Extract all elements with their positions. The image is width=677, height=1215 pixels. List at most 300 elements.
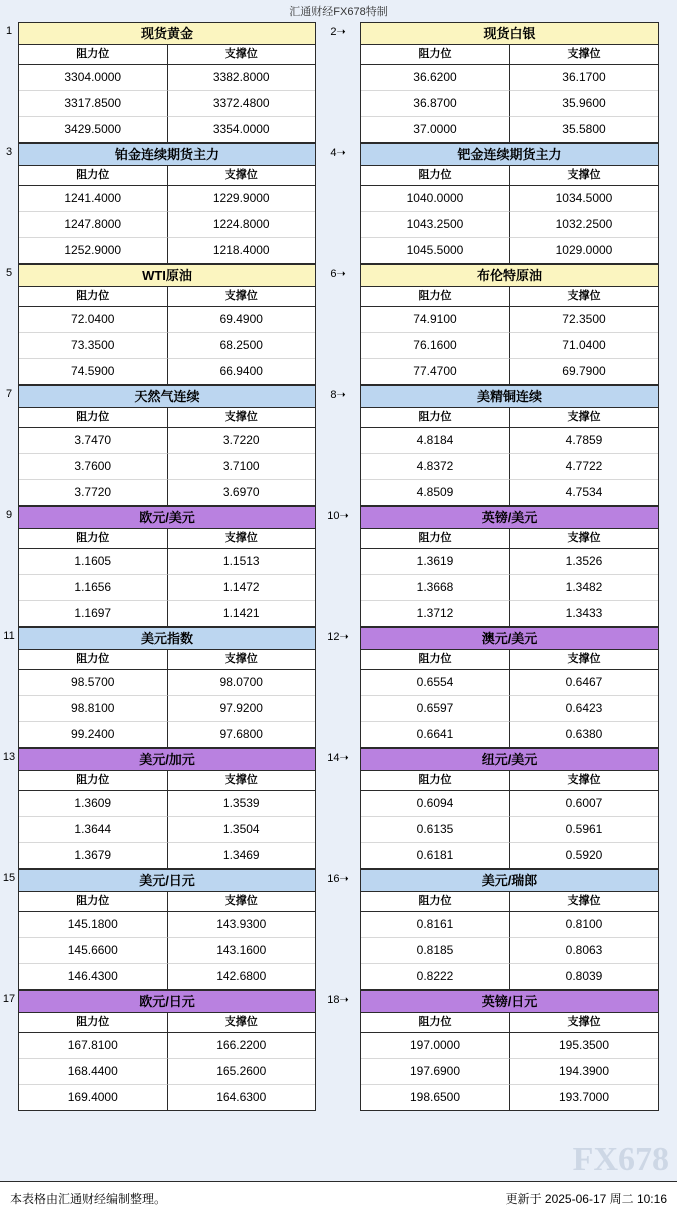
table-row — [361, 307, 658, 333]
table-row — [19, 817, 315, 843]
card-index-left: 1 — [5, 25, 13, 37]
column-headers — [19, 287, 315, 307]
cell-resistance: 1.3644 — [19, 817, 168, 843]
header-support: 支撑位 — [567, 411, 601, 423]
header-support: 支撑位 — [567, 169, 601, 181]
cell-support: 1.3539 — [168, 791, 316, 817]
card-body — [360, 990, 659, 1111]
cell-support: 1.1421 — [168, 601, 316, 626]
instrument-card — [18, 22, 316, 143]
table-row — [361, 186, 658, 212]
cell-support: 0.6467 — [510, 670, 658, 696]
table-row — [19, 549, 315, 575]
header-support: 支撑位 — [224, 532, 258, 544]
card-body — [360, 627, 659, 748]
table-row — [19, 480, 315, 505]
card-body — [360, 143, 659, 264]
header-resistance: 阻力位 — [19, 529, 168, 548]
cell-resistance: 169.4000 — [19, 1085, 168, 1110]
page-footer — [0, 1181, 677, 1215]
cell-support: 143.1600 — [168, 938, 316, 964]
cell-resistance: 3317.8500 — [19, 91, 168, 117]
header-support: 支撑位 — [224, 169, 258, 181]
cell-support: 0.6423 — [510, 696, 658, 722]
header-resistance: 阻力位 — [19, 650, 168, 669]
card-row — [0, 506, 677, 627]
card-body — [18, 748, 316, 869]
card-row — [0, 385, 677, 506]
cell-resistance: 3429.5000 — [19, 117, 168, 142]
table-row — [361, 1085, 658, 1110]
card-title: 钯金连续期货主力 — [361, 144, 658, 166]
card-body — [360, 748, 659, 869]
table-row — [19, 307, 315, 333]
header-support: 支撑位 — [224, 290, 258, 302]
header-resistance: 阻力位 — [19, 166, 168, 185]
cell-support: 36.1700 — [510, 65, 658, 91]
column-headers — [19, 45, 315, 65]
card-body — [18, 22, 316, 143]
cell-support: 68.2500 — [168, 333, 316, 359]
header-support: 支撑位 — [224, 48, 258, 60]
cell-resistance: 0.8161 — [361, 912, 510, 938]
card-title: WTI原油 — [19, 265, 315, 287]
table-row — [361, 601, 658, 626]
header-resistance: 阻力位 — [361, 771, 510, 790]
cell-resistance: 1.3619 — [361, 549, 510, 575]
cell-support: 194.3900 — [510, 1059, 658, 1085]
card-index-left: 7 — [5, 388, 13, 400]
card-title: 纽元/美元 — [361, 749, 658, 771]
cell-support: 1029.0000 — [510, 238, 658, 263]
cell-resistance: 146.4300 — [19, 964, 168, 989]
card-body — [360, 506, 659, 627]
cell-resistance: 37.0000 — [361, 117, 510, 142]
header-support: 支撑位 — [224, 774, 258, 786]
column-headers — [19, 892, 315, 912]
cell-support: 1224.8000 — [168, 212, 316, 238]
table-row — [361, 964, 658, 989]
table-row — [19, 359, 315, 384]
cell-resistance: 74.5900 — [19, 359, 168, 384]
instrument-card — [18, 748, 316, 869]
instrument-card — [18, 385, 316, 506]
cell-resistance: 1.1697 — [19, 601, 168, 626]
cell-support: 69.7900 — [510, 359, 658, 384]
header-support: 支撑位 — [567, 1016, 601, 1028]
cell-support: 193.7000 — [510, 1085, 658, 1110]
header-resistance: 阻力位 — [19, 287, 168, 306]
column-headers — [361, 650, 658, 670]
cell-support: 69.4900 — [168, 307, 316, 333]
cell-resistance: 0.6094 — [361, 791, 510, 817]
table-row — [19, 333, 315, 359]
cell-resistance: 168.4400 — [19, 1059, 168, 1085]
cell-support: 4.7859 — [510, 428, 658, 454]
card-title: 欧元/日元 — [19, 991, 315, 1013]
cell-support: 142.6800 — [168, 964, 316, 989]
cell-support: 1.3482 — [510, 575, 658, 601]
card-row — [0, 143, 677, 264]
cell-support: 3.6970 — [168, 480, 316, 505]
header-support: 支撑位 — [567, 653, 601, 665]
table-row — [361, 575, 658, 601]
table-row — [361, 333, 658, 359]
cell-resistance: 36.6200 — [361, 65, 510, 91]
cell-resistance: 4.8184 — [361, 428, 510, 454]
cell-support: 1032.2500 — [510, 212, 658, 238]
cell-resistance: 197.6900 — [361, 1059, 510, 1085]
table-row — [361, 65, 658, 91]
card-index-right: 16➝ — [327, 873, 349, 885]
table-row — [361, 480, 658, 505]
column-headers — [361, 166, 658, 186]
table-row — [361, 670, 658, 696]
cell-resistance: 1.3712 — [361, 601, 510, 626]
table-row — [361, 791, 658, 817]
cell-resistance: 76.1600 — [361, 333, 510, 359]
card-index-left: 13 — [2, 751, 16, 763]
cell-support: 3354.0000 — [168, 117, 316, 142]
cell-support: 1.3433 — [510, 601, 658, 626]
instrument-card — [360, 143, 659, 264]
cell-resistance: 77.4700 — [361, 359, 510, 384]
card-body — [360, 22, 659, 143]
card-body — [18, 627, 316, 748]
table-row — [19, 601, 315, 626]
header-resistance: 阻力位 — [19, 45, 168, 64]
card-row — [0, 264, 677, 385]
column-headers — [361, 892, 658, 912]
instrument-card — [360, 627, 659, 748]
cell-support: 0.5920 — [510, 843, 658, 868]
table-row — [361, 238, 658, 263]
cell-support: 1.1472 — [168, 575, 316, 601]
cell-resistance: 1045.5000 — [361, 238, 510, 263]
cell-support: 143.9300 — [168, 912, 316, 938]
instrument-card — [18, 869, 316, 990]
cell-resistance: 99.2400 — [19, 722, 168, 747]
cell-support: 71.0400 — [510, 333, 658, 359]
card-title: 澳元/美元 — [361, 628, 658, 650]
table-row — [19, 91, 315, 117]
card-title: 美元指数 — [19, 628, 315, 650]
table-row — [19, 454, 315, 480]
footer-left-note: 本表格由汇通财经编制整理。 — [10, 1192, 167, 1206]
instrument-card — [18, 990, 316, 1111]
column-headers — [19, 650, 315, 670]
card-body — [18, 990, 316, 1111]
table-row — [361, 843, 658, 868]
header-support: 支撑位 — [224, 895, 258, 907]
cell-support: 1034.5000 — [510, 186, 658, 212]
cell-support: 0.5961 — [510, 817, 658, 843]
header-support: 支撑位 — [567, 532, 601, 544]
card-index-right: 2➝ — [330, 26, 346, 38]
card-row — [0, 748, 677, 869]
cell-support: 98.0700 — [168, 670, 316, 696]
header-title: 汇通财经FX678特制 — [289, 6, 388, 18]
column-headers — [19, 166, 315, 186]
cell-resistance: 197.0000 — [361, 1033, 510, 1059]
table-row — [361, 428, 658, 454]
header-support: 支撑位 — [567, 895, 601, 907]
instrument-card — [18, 264, 316, 385]
instrument-card — [360, 385, 659, 506]
header-resistance: 阻力位 — [361, 1013, 510, 1032]
table-row — [19, 1059, 315, 1085]
card-title: 英镑/美元 — [361, 507, 658, 529]
cell-resistance: 1.3668 — [361, 575, 510, 601]
cell-resistance: 145.6600 — [19, 938, 168, 964]
cell-support: 66.9400 — [168, 359, 316, 384]
card-title: 美元/加元 — [19, 749, 315, 771]
table-row — [19, 1033, 315, 1059]
card-body — [360, 869, 659, 990]
footer-update-time: 更新于 2025-06-17 周二 10:16 — [505, 1192, 667, 1206]
instrument-card — [360, 748, 659, 869]
cell-resistance: 0.6135 — [361, 817, 510, 843]
column-headers — [361, 1013, 658, 1033]
cell-resistance: 73.3500 — [19, 333, 168, 359]
card-title: 现货黄金 — [19, 23, 315, 45]
table-row — [19, 938, 315, 964]
card-body — [360, 385, 659, 506]
table-row — [19, 65, 315, 91]
header-support: 支撑位 — [224, 653, 258, 665]
cell-support: 4.7722 — [510, 454, 658, 480]
header-resistance: 阻力位 — [361, 45, 510, 64]
header-support: 支撑位 — [567, 774, 601, 786]
table-row — [19, 1085, 315, 1110]
table-row — [19, 912, 315, 938]
cell-support: 0.8100 — [510, 912, 658, 938]
cell-resistance: 1.3679 — [19, 843, 168, 868]
card-row — [0, 869, 677, 990]
instrument-card — [18, 143, 316, 264]
cell-resistance: 0.6554 — [361, 670, 510, 696]
header-resistance: 阻力位 — [361, 166, 510, 185]
cell-resistance: 4.8372 — [361, 454, 510, 480]
cell-resistance: 145.1800 — [19, 912, 168, 938]
cell-support: 165.2600 — [168, 1059, 316, 1085]
cell-resistance: 74.9100 — [361, 307, 510, 333]
cell-resistance: 198.6500 — [361, 1085, 510, 1110]
table-row — [361, 1059, 658, 1085]
table-row — [19, 791, 315, 817]
table-row — [361, 454, 658, 480]
card-index-left: 9 — [5, 509, 13, 521]
card-index-left: 17 — [2, 993, 16, 1005]
cell-support: 3.7220 — [168, 428, 316, 454]
cell-support: 4.7534 — [510, 480, 658, 505]
cell-support: 97.9200 — [168, 696, 316, 722]
cell-support: 35.5800 — [510, 117, 658, 142]
card-index-right: 4➝ — [330, 147, 346, 159]
card-title: 铂金连续期货主力 — [19, 144, 315, 166]
header-resistance: 阻力位 — [361, 650, 510, 669]
cell-support: 0.6380 — [510, 722, 658, 747]
header-support: 支撑位 — [567, 48, 601, 60]
header-resistance: 阻力位 — [361, 892, 510, 911]
card-title: 英镑/日元 — [361, 991, 658, 1013]
header-support: 支撑位 — [224, 411, 258, 423]
card-title: 布伦特原油 — [361, 265, 658, 287]
card-body — [360, 264, 659, 385]
table-row — [19, 238, 315, 263]
watermark: FX678 — [572, 1141, 669, 1178]
table-row — [361, 938, 658, 964]
cell-support: 3382.8000 — [168, 65, 316, 91]
table-row — [361, 549, 658, 575]
cell-resistance: 1.3609 — [19, 791, 168, 817]
cell-resistance: 0.6597 — [361, 696, 510, 722]
instrument-card — [18, 506, 316, 627]
column-headers — [361, 408, 658, 428]
table-row — [19, 212, 315, 238]
cell-support: 0.8039 — [510, 964, 658, 989]
header-resistance: 阻力位 — [19, 1013, 168, 1032]
cell-resistance: 98.5700 — [19, 670, 168, 696]
cell-support: 1218.4000 — [168, 238, 316, 263]
cell-resistance: 1252.9000 — [19, 238, 168, 263]
table-row — [361, 696, 658, 722]
card-row — [0, 627, 677, 748]
table-row — [19, 186, 315, 212]
card-title: 欧元/美元 — [19, 507, 315, 529]
card-title: 天然气连续 — [19, 386, 315, 408]
card-index-right: 12➝ — [327, 631, 349, 643]
instrument-card — [360, 869, 659, 990]
header-resistance: 阻力位 — [361, 529, 510, 548]
cell-support: 72.3500 — [510, 307, 658, 333]
cell-resistance: 3304.0000 — [19, 65, 168, 91]
cell-support: 1229.9000 — [168, 186, 316, 212]
cell-support: 3372.4800 — [168, 91, 316, 117]
card-row — [0, 22, 677, 143]
instrument-card — [360, 264, 659, 385]
column-headers — [361, 287, 658, 307]
header-resistance: 阻力位 — [361, 408, 510, 427]
cell-resistance: 4.8509 — [361, 480, 510, 505]
table-row — [361, 722, 658, 747]
table-row — [19, 722, 315, 747]
card-index-left: 15 — [2, 872, 16, 884]
table-row — [19, 428, 315, 454]
card-title: 美元/日元 — [19, 870, 315, 892]
instrument-card — [360, 22, 659, 143]
instrument-card — [360, 990, 659, 1111]
table-row — [19, 843, 315, 868]
header-resistance: 阻力位 — [19, 892, 168, 911]
card-body — [18, 385, 316, 506]
table-row — [19, 670, 315, 696]
cell-support: 166.2200 — [168, 1033, 316, 1059]
cell-resistance: 1.1656 — [19, 575, 168, 601]
column-headers — [19, 1013, 315, 1033]
cell-resistance: 1241.4000 — [19, 186, 168, 212]
cell-resistance: 167.8100 — [19, 1033, 168, 1059]
cell-support: 1.3469 — [168, 843, 316, 868]
cell-support: 195.3500 — [510, 1033, 658, 1059]
cell-resistance: 36.8700 — [361, 91, 510, 117]
table-row — [19, 964, 315, 989]
cell-resistance: 1247.8000 — [19, 212, 168, 238]
table-row — [361, 1033, 658, 1059]
column-headers — [361, 45, 658, 65]
column-headers — [361, 529, 658, 549]
header-resistance: 阻力位 — [19, 771, 168, 790]
table-row — [19, 117, 315, 142]
table-row — [361, 912, 658, 938]
table-row — [361, 117, 658, 142]
card-body — [18, 143, 316, 264]
table-row — [19, 696, 315, 722]
cell-support: 35.9600 — [510, 91, 658, 117]
header-support: 支撑位 — [224, 1016, 258, 1028]
column-headers — [19, 529, 315, 549]
card-index-left: 11 — [3, 630, 15, 642]
card-index-right: 6➝ — [330, 268, 346, 280]
card-index-right: 14➝ — [327, 752, 349, 764]
cell-resistance: 1043.2500 — [361, 212, 510, 238]
card-title: 美精铜连续 — [361, 386, 658, 408]
header-resistance: 阻力位 — [19, 408, 168, 427]
header-resistance: 阻力位 — [361, 287, 510, 306]
column-headers — [19, 771, 315, 791]
column-headers — [19, 408, 315, 428]
cell-resistance: 1040.0000 — [361, 186, 510, 212]
table-row — [19, 575, 315, 601]
card-title: 美元/瑞郎 — [361, 870, 658, 892]
card-index-right: 8➝ — [330, 389, 346, 401]
instrument-card — [360, 506, 659, 627]
cell-resistance: 0.8222 — [361, 964, 510, 989]
cell-resistance: 98.8100 — [19, 696, 168, 722]
table-row — [361, 817, 658, 843]
card-index-left: 3 — [5, 146, 13, 158]
card-row — [0, 990, 677, 1111]
card-index-right: 18➝ — [327, 994, 349, 1006]
cell-support: 1.3504 — [168, 817, 316, 843]
card-body — [18, 506, 316, 627]
cell-support: 0.8063 — [510, 938, 658, 964]
cell-resistance: 3.7720 — [19, 480, 168, 505]
cell-support: 0.6007 — [510, 791, 658, 817]
card-index-right: 10➝ — [327, 510, 349, 522]
card-body — [18, 869, 316, 990]
cell-resistance: 1.1605 — [19, 549, 168, 575]
header-support: 支撑位 — [567, 290, 601, 302]
cards-grid — [0, 22, 677, 1111]
table-row — [361, 212, 658, 238]
cell-resistance: 0.6641 — [361, 722, 510, 747]
table-row — [361, 359, 658, 384]
cell-resistance: 72.0400 — [19, 307, 168, 333]
cell-support: 97.6800 — [168, 722, 316, 747]
cell-support: 164.6300 — [168, 1085, 316, 1110]
cell-resistance: 0.6181 — [361, 843, 510, 868]
table-row — [361, 91, 658, 117]
card-body — [18, 264, 316, 385]
instrument-card — [18, 627, 316, 748]
card-title: 现货白银 — [361, 23, 658, 45]
cell-support: 3.7100 — [168, 454, 316, 480]
cell-support: 1.1513 — [168, 549, 316, 575]
cell-resistance: 3.7600 — [19, 454, 168, 480]
cell-resistance: 3.7470 — [19, 428, 168, 454]
column-headers — [361, 771, 658, 791]
